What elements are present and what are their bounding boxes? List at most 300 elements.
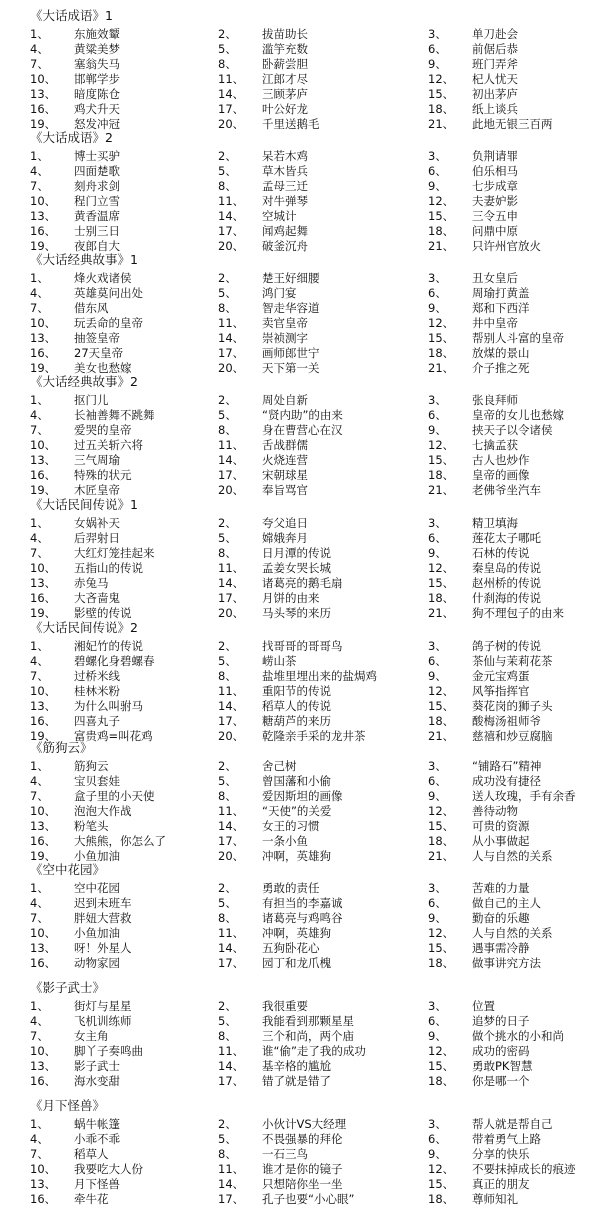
item-title: 五指山的传说	[74, 561, 143, 575]
item-title: 卖官皇帝	[262, 316, 308, 330]
item-number: 9、	[428, 789, 447, 803]
item-title: 人与自然的关系	[472, 849, 553, 863]
story-item	[30, 516, 220, 530]
story-item	[218, 149, 408, 163]
item-number: 12、	[428, 561, 455, 575]
section-title: 《大话经典故事》2	[30, 374, 138, 389]
item-title: 周瑜打黄盖	[472, 286, 530, 300]
story-item	[30, 561, 220, 575]
item-title: 一石三鸟	[262, 1147, 308, 1161]
story-item	[30, 453, 220, 467]
item-title: 嫦娥奔月	[262, 531, 308, 545]
item-title: 女主角	[74, 1029, 109, 1043]
item-number: 1、	[30, 759, 49, 773]
item-title: 曾国藩和小偷	[262, 774, 331, 788]
item-number: 11、	[218, 72, 245, 86]
item-title: 乾隆亲手采的龙井茶	[262, 729, 366, 743]
story-section	[0, 1098, 600, 1214]
story-item	[428, 896, 600, 910]
item-number: 12、	[428, 316, 455, 330]
item-number: 10、	[30, 804, 57, 818]
item-number: 3、	[428, 27, 447, 41]
item-title: 有担当的李嘉诚	[262, 896, 343, 910]
item-title: 英雄莫问出处	[74, 286, 143, 300]
item-number: 15、	[428, 1059, 455, 1073]
story-item	[218, 164, 408, 178]
item-number: 12、	[428, 926, 455, 940]
story-item	[428, 639, 600, 653]
item-title: 茶仙与茉莉花茶	[472, 654, 553, 668]
story-item	[428, 72, 600, 86]
story-item	[218, 834, 408, 848]
item-number: 14、	[218, 453, 245, 467]
story-item	[218, 271, 408, 285]
item-number: 16、	[30, 224, 57, 238]
item-title: 长袖善舞不跳舞	[74, 408, 155, 422]
item-title: 小伙计VS大经理	[262, 1117, 347, 1131]
item-number: 19、	[30, 483, 57, 497]
item-title: 遇事需冷静	[472, 941, 530, 955]
item-number: 2、	[218, 1117, 237, 1131]
item-title: 介子推之死	[472, 361, 530, 375]
story-item	[218, 117, 408, 131]
item-title: 舌战群儒	[262, 438, 308, 452]
item-number: 2、	[218, 881, 237, 895]
item-number: 6、	[428, 774, 447, 788]
story-item	[218, 911, 408, 925]
item-title: 东施效颦	[74, 27, 120, 41]
item-title: 四面楚歌	[74, 164, 120, 178]
item-title: 三令五申	[472, 209, 518, 223]
story-item	[428, 483, 600, 497]
story-item	[218, 194, 408, 208]
story-item	[428, 179, 600, 193]
item-number: 14、	[218, 576, 245, 590]
item-title: 诸葛亮与鸡鸣谷	[262, 911, 343, 925]
story-item	[30, 72, 220, 86]
item-title: 郑和下西洋	[472, 301, 530, 315]
story-item	[218, 1029, 408, 1043]
item-title: 什刹海的传说	[472, 591, 541, 605]
item-number: 13、	[30, 819, 57, 833]
story-item	[218, 804, 408, 818]
story-item	[30, 1177, 220, 1191]
story-item	[218, 27, 408, 41]
item-number: 13、	[30, 1177, 57, 1191]
story-item	[428, 149, 600, 163]
item-title: 丑女皇后	[472, 271, 518, 285]
item-title: 夫妻妒影	[472, 194, 518, 208]
item-title: 前倨后恭	[472, 42, 518, 56]
item-number: 15、	[428, 819, 455, 833]
story-item	[30, 57, 220, 71]
item-number: 15、	[428, 453, 455, 467]
story-item	[30, 999, 220, 1013]
story-item	[30, 87, 220, 101]
item-number: 8、	[218, 423, 237, 437]
item-title: 张良拜师	[472, 393, 518, 407]
story-section	[0, 497, 600, 620]
item-number: 13、	[30, 209, 57, 223]
item-number: 13、	[30, 576, 57, 590]
item-number: 5、	[218, 774, 237, 788]
story-item	[428, 546, 600, 560]
story-item	[30, 408, 220, 422]
item-number: 20、	[218, 729, 245, 743]
story-item	[428, 438, 600, 452]
item-number: 1、	[30, 516, 49, 530]
story-item	[30, 789, 220, 803]
item-title: “铺路石”精神	[472, 759, 542, 773]
story-item	[218, 1162, 408, 1176]
story-item	[218, 209, 408, 223]
item-number: 11、	[218, 194, 245, 208]
item-number: 17、	[218, 346, 245, 360]
item-number: 13、	[30, 1059, 57, 1073]
item-number: 7、	[30, 669, 49, 683]
item-title: 胖妞大营救	[74, 911, 132, 925]
story-item	[218, 881, 408, 895]
story-item	[30, 1192, 220, 1206]
item-number: 5、	[218, 531, 237, 545]
item-number: 7、	[30, 1147, 49, 1161]
item-title: 海水变甜	[74, 1074, 120, 1088]
item-title: 草木皆兵	[262, 164, 308, 178]
story-item	[218, 1192, 408, 1206]
item-title: 爱哭的皇帝	[74, 423, 132, 437]
story-item	[30, 1059, 220, 1073]
item-number: 12、	[428, 684, 455, 698]
story-item	[428, 1147, 600, 1161]
story-item	[30, 606, 220, 620]
story-item	[218, 926, 408, 940]
section-title: 《大话成语》2	[30, 130, 113, 145]
item-title: 谁“偷”走了我的成功	[262, 1044, 366, 1058]
item-title: 程门立雪	[74, 194, 120, 208]
item-number: 9、	[428, 1029, 447, 1043]
item-number: 21、	[428, 483, 455, 497]
item-number: 15、	[428, 87, 455, 101]
item-title: “贤内助”的由来	[262, 408, 343, 422]
item-number: 13、	[30, 87, 57, 101]
item-number: 10、	[30, 194, 57, 208]
item-title: 江郎才尽	[262, 72, 308, 86]
item-title: 大吝啬鬼	[74, 591, 120, 605]
item-title: 我很重要	[262, 999, 308, 1013]
item-title: 对牛弹琴	[262, 194, 308, 208]
item-number: 16、	[30, 714, 57, 728]
item-number: 9、	[428, 301, 447, 315]
section-title: 《筋狗云》	[30, 740, 93, 755]
item-title: 秦皇岛的传说	[472, 561, 541, 575]
item-number: 4、	[30, 654, 49, 668]
story-item	[428, 286, 600, 300]
item-title: 带着勇气上路	[472, 1132, 541, 1146]
item-title: 夜郎自大	[74, 239, 120, 253]
item-title: 蜗牛帐篷	[74, 1117, 120, 1131]
story-item	[428, 87, 600, 101]
item-title: 可贵的资源	[472, 819, 530, 833]
item-number: 21、	[428, 239, 455, 253]
story-item	[428, 1044, 600, 1058]
story-item	[428, 1074, 600, 1088]
story-item	[428, 911, 600, 925]
item-number: 21、	[428, 849, 455, 863]
item-title: 夸父追日	[262, 516, 308, 530]
item-number: 8、	[218, 57, 237, 71]
story-item	[218, 1132, 408, 1146]
item-number: 10、	[30, 1044, 57, 1058]
story-item	[428, 194, 600, 208]
story-item	[30, 468, 220, 482]
item-title: 抽签皇帝	[74, 331, 120, 345]
story-item	[218, 561, 408, 575]
story-item	[428, 834, 600, 848]
item-title: 稻草人	[74, 1147, 109, 1161]
item-title: 身在曹营心在汉	[262, 423, 343, 437]
item-number: 15、	[428, 209, 455, 223]
story-item	[30, 102, 220, 116]
item-number: 13、	[30, 941, 57, 955]
story-item	[428, 819, 600, 833]
item-number: 8、	[218, 669, 237, 683]
item-number: 16、	[30, 468, 57, 482]
story-item	[428, 576, 600, 590]
story-item	[218, 408, 408, 422]
story-item	[428, 27, 600, 41]
item-number: 10、	[30, 438, 57, 452]
item-title: 呀！外星人	[74, 941, 132, 955]
story-item	[428, 453, 600, 467]
item-number: 11、	[218, 561, 245, 575]
item-number: 14、	[218, 87, 245, 101]
item-title: 舍己树	[262, 759, 297, 773]
item-number: 6、	[428, 1132, 447, 1146]
item-title: 怒发冲冠	[74, 117, 120, 131]
item-title: 不要抹掉成长的痕迹	[472, 1162, 576, 1176]
item-title: 伯乐相马	[472, 164, 518, 178]
item-title: 月饼的由来	[262, 591, 320, 605]
story-item	[428, 654, 600, 668]
item-title: 挟天子以令诸侯	[472, 423, 553, 437]
item-number: 11、	[218, 1162, 245, 1176]
item-number: 4、	[30, 286, 49, 300]
story-item	[428, 361, 600, 375]
story-item	[428, 774, 600, 788]
item-title: 善待动物	[472, 804, 518, 818]
item-title: 粉笔头	[74, 819, 109, 833]
item-title: 女娲补天	[74, 516, 120, 530]
story-item	[218, 224, 408, 238]
item-number: 9、	[428, 423, 447, 437]
item-title: 我要吃大人份	[74, 1162, 143, 1176]
item-number: 16、	[30, 102, 57, 116]
item-title: 周处自新	[262, 393, 308, 407]
story-item	[218, 87, 408, 101]
story-item	[30, 149, 220, 163]
story-section	[0, 740, 600, 863]
story-section	[0, 374, 600, 497]
item-title: 富贵鸡=叫花鸡	[74, 729, 153, 743]
story-section	[0, 862, 600, 978]
story-item	[218, 819, 408, 833]
item-number: 18、	[428, 346, 455, 360]
story-item	[218, 684, 408, 698]
item-title: 日月潭的传说	[262, 546, 331, 560]
item-title: 赤兔马	[74, 576, 109, 590]
item-number: 3、	[428, 271, 447, 285]
story-item	[218, 57, 408, 71]
item-title: 黄香温席	[74, 209, 120, 223]
story-item	[428, 117, 600, 131]
story-item	[30, 804, 220, 818]
story-item	[30, 926, 220, 940]
item-title: 影子武士	[74, 1059, 120, 1073]
story-item	[218, 849, 408, 863]
story-item	[218, 1044, 408, 1058]
story-item	[428, 956, 600, 970]
story-item	[30, 896, 220, 910]
item-title: 做个挑水的小和尚	[472, 1029, 564, 1043]
story-item	[428, 804, 600, 818]
story-item	[428, 346, 600, 360]
story-item	[218, 316, 408, 330]
story-item	[218, 714, 408, 728]
item-number: 9、	[428, 911, 447, 925]
story-item	[218, 1014, 408, 1028]
item-title: 智走华容道	[262, 301, 320, 315]
item-number: 18、	[428, 102, 455, 116]
item-title: 飞机训练师	[74, 1014, 132, 1028]
item-title: 湘妃竹的传说	[74, 639, 143, 653]
item-title: 空城计	[262, 209, 297, 223]
item-title: 位置	[472, 999, 495, 1013]
item-title: 宋朝球星	[262, 468, 308, 482]
item-title: 美女也愁嫁	[74, 361, 132, 375]
item-number: 1、	[30, 999, 49, 1013]
item-number: 15、	[428, 331, 455, 345]
item-number: 16、	[30, 1192, 57, 1206]
story-item	[218, 639, 408, 653]
story-section	[0, 130, 600, 253]
item-number: 12、	[428, 1044, 455, 1058]
item-title: 分享的快乐	[472, 1147, 530, 1161]
item-number: 9、	[428, 1147, 447, 1161]
item-number: 20、	[218, 606, 245, 620]
item-number: 9、	[428, 57, 447, 71]
item-title: 谁才是你的镜子	[262, 1162, 343, 1176]
section-title: 《影子武士》	[30, 980, 106, 995]
item-number: 10、	[30, 72, 57, 86]
item-title: 做自己的主人	[472, 896, 541, 910]
item-number: 5、	[218, 286, 237, 300]
story-item	[428, 164, 600, 178]
item-number: 18、	[428, 834, 455, 848]
item-number: 2、	[218, 999, 237, 1013]
item-title: 帮人就是帮自己	[472, 1117, 553, 1131]
item-number: 1、	[30, 881, 49, 895]
story-item	[428, 759, 600, 773]
item-number: 18、	[428, 1074, 455, 1088]
story-item	[428, 239, 600, 253]
item-number: 5、	[218, 1132, 237, 1146]
item-title: 班门弄斧	[472, 57, 518, 71]
story-section	[0, 980, 600, 1096]
item-number: 16、	[30, 1074, 57, 1088]
item-number: 3、	[428, 999, 447, 1013]
item-number: 14、	[218, 819, 245, 833]
item-number: 11、	[218, 926, 245, 940]
story-item	[428, 1132, 600, 1146]
item-title: 皇帝的画像	[472, 468, 530, 482]
item-title: 鸽子树的传说	[472, 639, 541, 653]
item-number: 1、	[30, 1117, 49, 1131]
story-item	[428, 941, 600, 955]
item-number: 7、	[30, 546, 49, 560]
item-title: 只许州官放火	[472, 239, 541, 253]
item-title: 初出茅庐	[472, 87, 518, 101]
item-number: 19、	[30, 117, 57, 131]
story-section	[0, 8, 600, 131]
item-title: 楚王好细腰	[262, 271, 320, 285]
item-title: 四喜丸子	[74, 714, 120, 728]
story-item	[30, 286, 220, 300]
item-number: 6、	[428, 408, 447, 422]
item-title: 鸿门宴	[262, 286, 297, 300]
story-item	[428, 714, 600, 728]
item-number: 8、	[218, 1147, 237, 1161]
item-title: 风筝指挥官	[472, 684, 530, 698]
story-item	[218, 654, 408, 668]
story-item	[30, 239, 220, 253]
item-number: 13、	[30, 331, 57, 345]
item-number: 16、	[30, 591, 57, 605]
item-title: 七擒孟获	[472, 438, 518, 452]
story-item	[218, 438, 408, 452]
item-title: 一条小鱼	[262, 834, 308, 848]
item-number: 5、	[218, 42, 237, 56]
story-item	[428, 849, 600, 863]
item-number: 8、	[218, 1029, 237, 1043]
item-title: 不畏强暴的拜伦	[262, 1132, 343, 1146]
item-number: 7、	[30, 179, 49, 193]
story-item	[428, 1162, 600, 1176]
item-title: 精卫填海	[472, 516, 518, 530]
story-item	[218, 774, 408, 788]
story-item	[218, 1059, 408, 1073]
item-number: 6、	[428, 164, 447, 178]
item-number: 5、	[218, 654, 237, 668]
item-title: 负荆请罪	[472, 149, 518, 163]
story-item	[30, 714, 220, 728]
item-title: 纸上谈兵	[472, 102, 518, 116]
item-title: 牵牛花	[74, 1192, 109, 1206]
story-item	[30, 224, 220, 238]
item-number: 11、	[218, 316, 245, 330]
item-number: 18、	[428, 468, 455, 482]
item-number: 4、	[30, 896, 49, 910]
item-title: 士别三日	[74, 224, 120, 238]
item-title: 杞人忧天	[472, 72, 518, 86]
item-title: 成功的密码	[472, 1044, 530, 1058]
item-title: 刻舟求剑	[74, 179, 120, 193]
story-item	[428, 42, 600, 56]
item-number: 5、	[218, 164, 237, 178]
item-number: 9、	[428, 546, 447, 560]
item-title: 勤奋的乐趣	[472, 911, 530, 925]
story-item	[218, 179, 408, 193]
item-number: 2、	[218, 639, 237, 653]
